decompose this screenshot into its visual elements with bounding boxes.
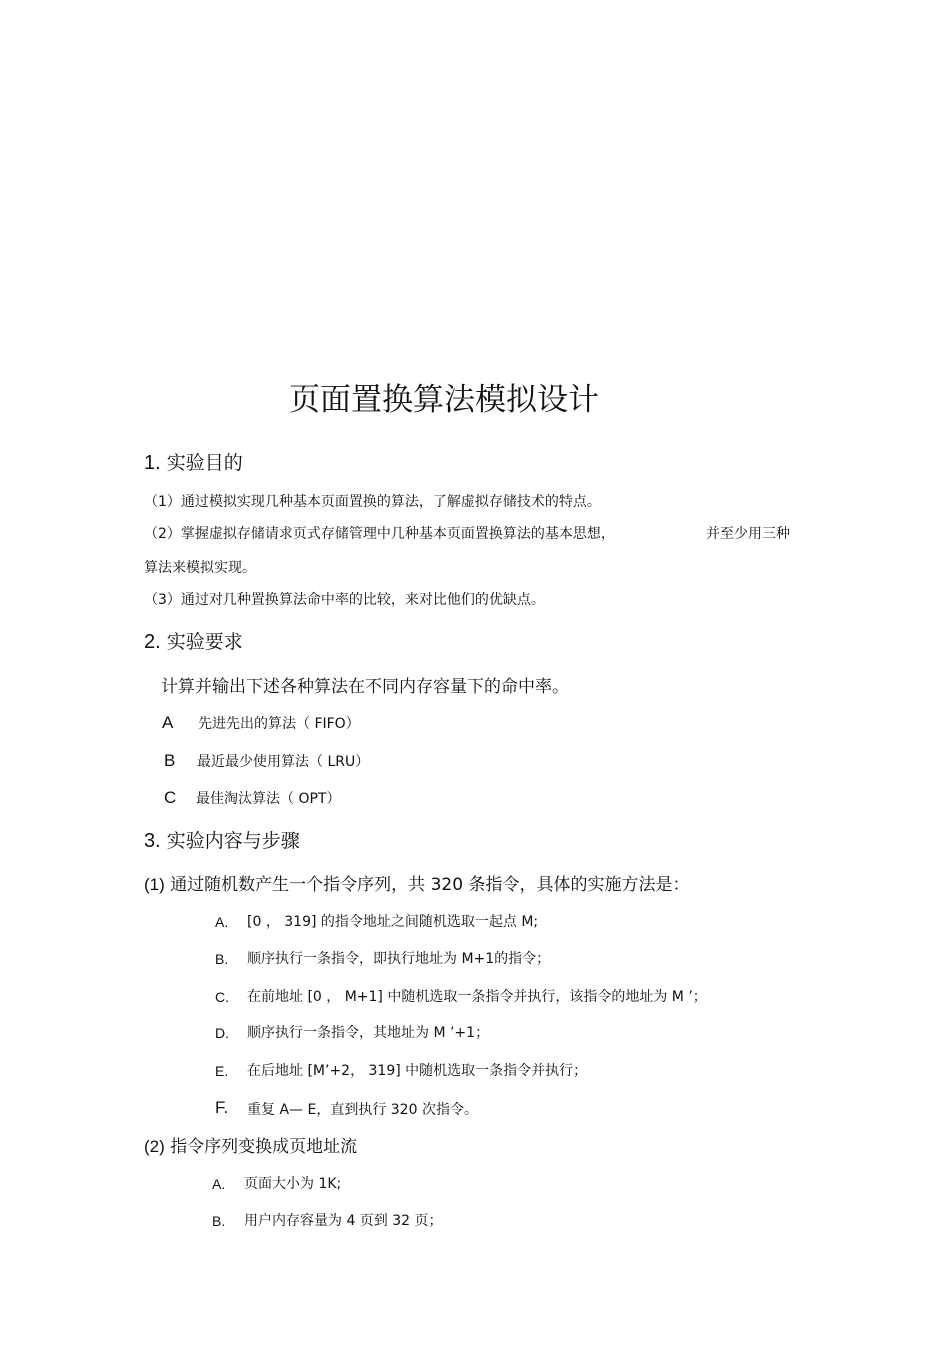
- item-text: 重复 A— E，直到执行 320 次指令。: [247, 1102, 478, 1118]
- section-2-title: 实验要求: [166, 631, 243, 653]
- section-1-number: 1.: [144, 452, 161, 474]
- algorithm-option-c: [164, 788, 524, 810]
- step-2-item-b: [212, 1211, 772, 1233]
- step-1-item-c: [215, 987, 815, 1009]
- option-text: 最佳淘汰算法（ OPT）: [196, 791, 341, 807]
- item-letter: B.: [215, 951, 229, 967]
- objective-1: （1）通过模拟实现几种基本页面置换的算法，了解虚拟存储技术的特点。: [144, 494, 601, 510]
- step-2-label: (2): [144, 1137, 165, 1156]
- item-letter: B.: [212, 1213, 226, 1229]
- option-letter: C: [164, 788, 177, 807]
- item-letter: A.: [215, 914, 229, 930]
- step-1-item-f: [215, 1100, 775, 1122]
- section-1-title: 实验目的: [166, 452, 243, 474]
- objective-2-wrap: 算法来模拟实现。: [144, 560, 256, 576]
- step-2: [144, 1135, 357, 1159]
- item-letter: C.: [215, 989, 229, 1005]
- step-1-label: (1): [144, 875, 165, 894]
- option-text: 最近最少使用算法（ LRU）: [197, 754, 370, 770]
- step-1-item-b: [215, 949, 775, 971]
- objective-2-continued: 并至少用三种: [706, 526, 790, 542]
- section-2-number: 2.: [144, 631, 161, 653]
- section-3-heading: [144, 829, 300, 853]
- section-1-heading: [144, 451, 243, 475]
- section-3-title: 实验内容与步骤: [166, 830, 300, 852]
- requirement-intro: 计算并输出下述各种算法在不同内存容量下的命中率。: [161, 677, 569, 697]
- item-letter: D.: [215, 1025, 229, 1041]
- step-1-item-a: [215, 912, 775, 934]
- item-text: 在前地址 [0 ， M+1] 中随机选取一条指令并执行，该指令的地址为 M ’；: [247, 989, 707, 1005]
- section-2-heading: [144, 630, 243, 654]
- step-1-item-e: [215, 1061, 775, 1083]
- item-letter: A.: [212, 1176, 226, 1192]
- item-text: 页面大小为 1K;: [244, 1176, 342, 1192]
- page-title: 页面置换算法模拟设计: [289, 382, 599, 418]
- step-1-item-d: [215, 1023, 775, 1045]
- step-1-text: 通过随机数产生一个指令序列，共 320 条指令，具体的实施方法是：: [170, 875, 690, 895]
- step-2-text: 指令序列变换成页地址流: [170, 1137, 358, 1157]
- item-letter: F.: [215, 1098, 229, 1117]
- item-text: 顺序执行一条指令，其地址为 M ’+1；: [247, 1025, 490, 1041]
- option-text: 先进先出的算法（ FIFO）: [198, 716, 360, 732]
- objective-3: （3）通过对几种置换算法命中率的比较，来对比他们的优缺点。: [144, 592, 545, 608]
- step-2-item-a: [212, 1174, 772, 1196]
- algorithm-option-a: [162, 713, 522, 735]
- algorithm-option-b: [164, 751, 524, 773]
- item-text: 顺序执行一条指令，即执行地址为 M+1的指令；: [247, 951, 551, 967]
- item-text: 在后地址 [M’+2， 319] 中随机选取一条指令并执行；: [247, 1063, 588, 1079]
- option-letter: B: [164, 751, 176, 770]
- item-letter: E.: [215, 1063, 229, 1079]
- step-1: [144, 873, 689, 897]
- item-text: [0 ， 319] 的指令地址之间随机选取一起点 M;: [247, 914, 539, 930]
- item-text: 用户内存容量为 4 页到 32 页；: [244, 1213, 443, 1229]
- section-3-number: 3.: [144, 830, 161, 852]
- objective-2: （2）掌握虚拟存储请求页式存储管理中几种基本页面置换算法的基本思想，: [144, 526, 615, 542]
- option-letter: A: [162, 713, 174, 732]
